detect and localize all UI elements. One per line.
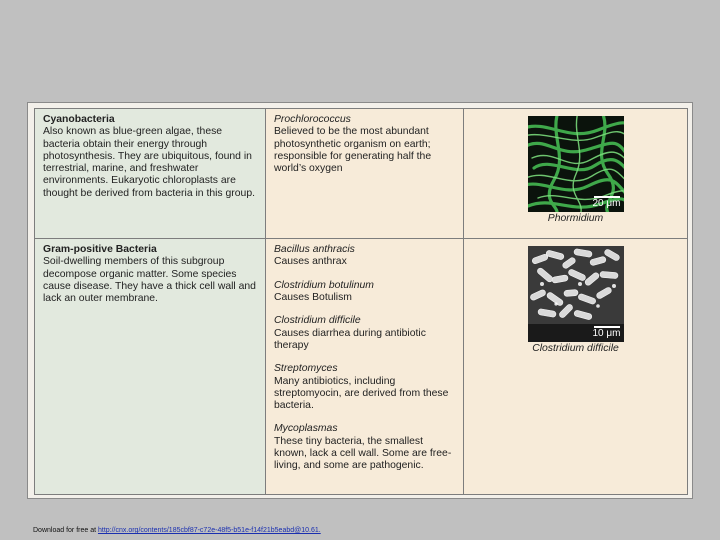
group-name: Gram-positive Bacteria — [43, 244, 157, 256]
species-description: Causes anthrax — [274, 256, 347, 268]
bacteria-table — [34, 108, 688, 495]
species-entry — [274, 280, 455, 305]
species-entry — [274, 363, 455, 412]
group-description: Soil-dwelling members of this subgroup decompose organic matter. Some species cause disease. They have a thick cell wall and lack an outer membrane. — [43, 256, 256, 305]
source-link[interactable]: http://cnx.org/contents/185cbf87-c72e-48f5-b51e-f14f21b5eabd@10.61. — [97, 527, 321, 534]
species-name: Clostridium difficile — [274, 315, 361, 327]
clostridium-micrograph — [528, 246, 624, 342]
photo-cell — [464, 109, 688, 239]
table-row — [35, 239, 688, 495]
footer-prefix: Download for free at — [33, 527, 98, 534]
species-description: Causes Botulism — [274, 292, 352, 304]
scale-label: 10 μm — [592, 328, 621, 340]
species-name: Prochlorococcus — [274, 114, 351, 125]
species-cell — [266, 239, 464, 495]
group-name: Cyanobacteria — [43, 114, 115, 125]
species-cell — [266, 109, 464, 239]
species-entry — [274, 244, 455, 269]
species-name: Streptomyces — [274, 363, 338, 375]
group-cell — [35, 109, 266, 239]
species-entry — [274, 423, 455, 472]
species-entry — [274, 114, 455, 175]
species-description: Believed to be the most abundant photosynthetic organism on earth; responsible for generating half the world’s oxygen — [274, 126, 432, 175]
species-description: Many antibiotics, including streptomyocin, are derived from these bacteria. — [274, 375, 449, 412]
scale-label: 20 μm — [592, 198, 621, 209]
photo-caption: Phormidium — [547, 213, 604, 224]
species-description: Causes diarrhea during antibiotic therapy — [274, 327, 426, 351]
photo-caption: Clostridium difficile — [532, 343, 619, 355]
photo-cell — [464, 239, 688, 495]
group-cell — [35, 239, 266, 495]
species-name: Bacillus anthracis — [274, 244, 355, 256]
group-description: Also known as blue-green algae, these bacteria obtain their energy through photosynthesis. They are ubiquitous, found in terrestrial, marine, and freshwater environments. Eukaryotic chloroplasts are thought be derived from bacteria in this group. — [43, 126, 255, 199]
table-row — [35, 109, 688, 239]
species-name: Clostridium botulinum — [274, 279, 374, 291]
footer-attribution — [33, 527, 321, 535]
phormidium-micrograph — [528, 116, 624, 212]
bacteria-table-panel — [27, 102, 693, 499]
species-description: These tiny bacteria, the smallest known, lack a cell wall. Some are free-living, and some are pathogenic. — [274, 435, 452, 472]
species-entry — [274, 315, 455, 352]
species-name: Mycoplasmas — [274, 423, 338, 435]
